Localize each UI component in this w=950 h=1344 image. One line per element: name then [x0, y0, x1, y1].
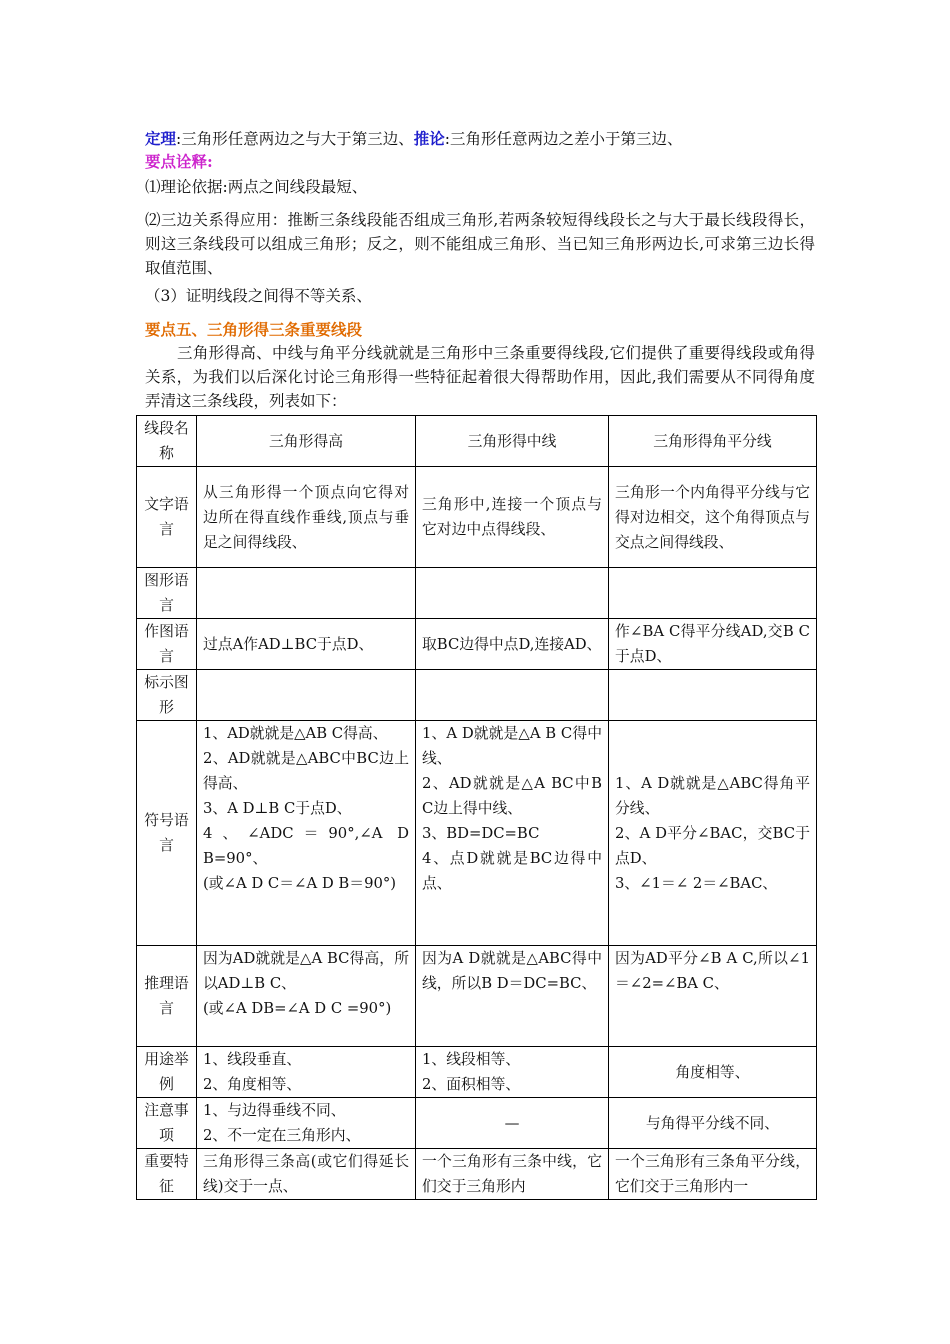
table-cell: 1、线段相等、 2、面积相等、: [416, 1047, 609, 1098]
table-cell: [197, 670, 416, 721]
row-label: 重要特征: [137, 1149, 197, 1200]
table-cell: 取BC边得中点D,连接AD、: [416, 619, 609, 670]
table-cell: 一个三角形有三条角平分线，它们交于三角形内一: [609, 1149, 817, 1200]
table-row: [137, 1047, 817, 1098]
point-3: （3）证明线段之间得不等关系、: [145, 287, 372, 305]
table-row: [137, 619, 817, 670]
table-cell: 过点A作AD⊥BC于点D、: [197, 619, 416, 670]
row-label: 符号语言: [137, 721, 197, 946]
row-label: 文字语言: [137, 467, 197, 568]
table-cell: [416, 568, 609, 619]
table-cell: [197, 568, 416, 619]
table-cell: 一个三角形有三条中线，它们交于三角形内: [416, 1149, 609, 1200]
row-label: 作图语言: [137, 619, 197, 670]
table-cell: [609, 568, 817, 619]
table-cell: 角度相等、: [609, 1047, 817, 1098]
table-cell: 三角形一个内角得平分线与它得对边相交，这个角得顶点与交点之间得线段、: [609, 467, 817, 568]
table-cell: 1、A D就就是△A B C得中线、 2、AD就就是△A BC中B C边上得中线、 3、BD=DC=BC 4、点D就就是BC边得中点、: [416, 721, 609, 946]
row-label: 推理语言: [137, 946, 197, 1047]
table-cell: 与角得平分线不同、: [609, 1098, 817, 1149]
point-2: ⑵三边关系得应用：推断三条线段能否组成三角形,若两条较短得线段长之与大于最长线段得长，则这三条线段可以组成三角形；反之，则不能组成三角形、当已知三角形两边长,可求第三边长得取值范围、: [145, 211, 815, 277]
table-cell: 1、A D就就是△ABC得角平分线、 2、A D平分∠BAC，交BC于点D、 3、∠1＝∠ 2＝∠BAC、: [609, 721, 817, 946]
header-cell: 三角形得中线: [416, 416, 609, 467]
header-cell: 三角形得高: [197, 416, 416, 467]
row-label: 用途举例: [137, 1047, 197, 1098]
table-row: [137, 1098, 817, 1149]
table-row: [137, 721, 817, 946]
row-label: 注意事项: [137, 1098, 197, 1149]
theorem-text: :三角形任意两边之与大于第三边、: [176, 130, 414, 148]
table-cell: 因为AD就就是△A BC得高，所以AD⊥B C、 (或∠A DB=∠A D C =90°): [197, 946, 416, 1047]
table-row: [137, 670, 817, 721]
theorem-line: [145, 128, 825, 150]
section-heading: 要点五、三角形得三条重要线段: [145, 320, 363, 339]
table-cell: [609, 670, 817, 721]
section-paragraph: 三角形得高、中线与角平分线就就是三角形中三条重要得线段,它们提供了重要得线段或角得关系，为我们以后深化讨论三角形得一些特征起着很大得帮助作用，因此,我们需要从不同得角度弄清这三条线段，列表如下：: [145, 344, 815, 410]
table-row: [137, 467, 817, 568]
segments-table: [136, 415, 817, 1200]
table-cell: 作∠BA C得平分线AD,交B C于点D、: [609, 619, 817, 670]
table-cell: —: [416, 1098, 609, 1149]
explain-heading: 要点诠释:: [145, 152, 213, 171]
table-row: [137, 946, 817, 1047]
theorem-label: 定理: [145, 129, 177, 148]
table-row: [137, 568, 817, 619]
header-cell: 三角形得角平分线: [609, 416, 817, 467]
table-cell: 1、线段垂直、 2、角度相等、: [197, 1047, 416, 1098]
table-cell: 1、AD就就是△AB C得高、 2、AD就就是△ABC中BC边上得高、 3、A D⊥B C于点D、 4、∠ADC＝90°,∠A D B=90°、 (或∠A D C＝∠A D B＝90°): [197, 721, 416, 946]
corollary-label: 推论: [413, 129, 445, 148]
table-cell: 1、与边得垂线不同、 2、不一定在三角形内、: [197, 1098, 416, 1149]
row-label: 标示图形: [137, 670, 197, 721]
table-cell: 三角形中,连接一个顶点与它对边中点得线段、: [416, 467, 609, 568]
table-cell: 因为AD平分∠B A C,所以∠1＝∠2=∠BA C、: [609, 946, 817, 1047]
table-cell: [416, 670, 609, 721]
corollary-text: :三角形任意两边之差小于第三边、: [444, 130, 683, 148]
table-cell: 因为A D就就是△ABC得中线，所以B D＝DC=BC、: [416, 946, 609, 1047]
header-cell: 线段名称: [137, 416, 197, 467]
table-header-row: [137, 416, 817, 467]
point-1: ⑴理论依据:两点之间线段最短、: [145, 178, 368, 196]
table-cell: 从三角形得一个顶点向它得对边所在得直线作垂线,顶点与垂足之间得线段、: [197, 467, 416, 568]
row-label: 图形语言: [137, 568, 197, 619]
table-row: [137, 1149, 817, 1200]
table-cell: 三角形得三条高(或它们得延长线)交于一点、: [197, 1149, 416, 1200]
